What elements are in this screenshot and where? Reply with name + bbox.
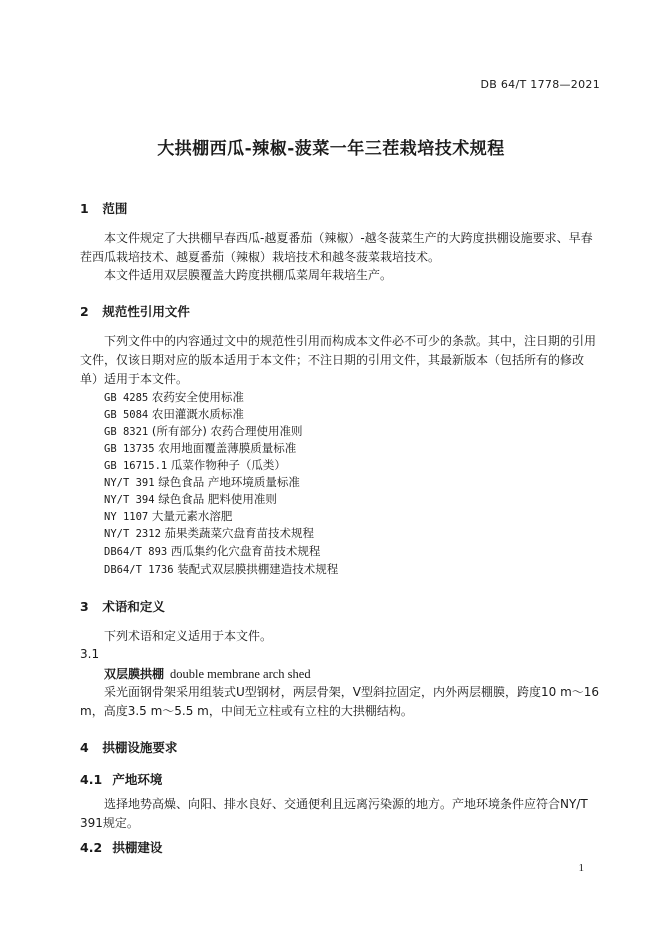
reference-item: GB 5084 农田灌溉水质标准	[104, 407, 244, 421]
subsection-number: 4.2	[80, 840, 103, 855]
reference-item: GB 16715.1 瓜菜作物种子（瓜类）	[104, 458, 286, 472]
section-title: 规范性引用文件	[102, 304, 190, 319]
subsection-4-1-heading	[80, 770, 162, 788]
term-definition: 采光面钢骨架采用组装式U型钢材，两层骨架，V型斜拉固定，内外两层棚膜，跨度10 m～16 m，高度3.5 m～5.5 m，中间无立柱或有立柱的大拱棚结构。	[80, 685, 600, 718]
term-zh: 双层膜拱棚	[104, 667, 165, 681]
terms-intro: 下列术语和定义适用于本文件。	[104, 629, 273, 643]
page-number: 1	[578, 862, 584, 874]
references-intro: 下列文件中的内容通过文中的规范性引用而构成本文件必不可少的条款。其中，注日期的引用文件，仅该日期对应的版本适用于本文件；不注日期的引用文件，其最新版本（包括所有的修改单）适用于本文件。	[80, 334, 597, 386]
environment-paragraph: 选择地势高燥、向阳、排水良好、交通便利且远离污染源的地方。产地环境条件应符合NY/T 391规定。	[80, 797, 588, 830]
section-1-heading	[80, 199, 127, 217]
scope-paragraph-2: 本文件适用双层膜覆盖大跨度拱棚瓜菜周年栽培生产。	[104, 268, 393, 282]
section-title: 范围	[102, 201, 128, 216]
subsection-title: 产地环境	[112, 772, 163, 787]
reference-item: DB64/T 1736 装配式双层膜拱棚建造技术规程	[104, 562, 339, 576]
section-number: 2	[80, 304, 89, 319]
reference-item: GB 8321 (所有部分) 农药合理使用准则	[104, 424, 303, 438]
term-en: double membrane arch shed	[170, 667, 311, 681]
section-number: 4	[80, 740, 89, 755]
section-number: 3	[80, 599, 89, 614]
section-number: 1	[80, 201, 89, 216]
reference-item: GB 13735 农用地面覆盖薄膜质量标准	[104, 441, 297, 455]
reference-item: NY 1107 大量元素水溶肥	[104, 509, 233, 523]
section-4-heading	[80, 738, 177, 756]
subsection-number: 4.1	[80, 772, 103, 787]
term-number: 3.1	[80, 647, 100, 661]
term-entry	[104, 665, 311, 682]
standard-code: DB 64/T 1778—2021	[480, 78, 600, 91]
reference-item: NY/T 391 绿色食品 产地环境质量标准	[104, 475, 300, 489]
section-title: 拱棚设施要求	[102, 740, 178, 755]
scope-paragraph-1: 本文件规定了大拱棚早春西瓜-越夏番茄（辣椒）-越冬菠菜生产的大跨度拱棚设施要求、早春茬西瓜栽培技术、越夏番茄（辣椒）栽培技术和越冬菠菜栽培技术。	[80, 231, 593, 264]
subsection-title: 拱棚建设	[112, 840, 163, 855]
section-title: 术语和定义	[102, 599, 165, 614]
reference-item: DB64/T 893 西瓜集约化穴盘育苗技术规程	[104, 544, 321, 558]
section-3-heading	[80, 597, 165, 615]
reference-item: NY/T 2312 茄果类蔬菜穴盘育苗技术规程	[104, 526, 315, 540]
reference-item: NY/T 394 绿色食品 肥料使用准则	[104, 492, 277, 506]
section-2-heading	[80, 302, 190, 320]
subsection-4-2-heading	[80, 838, 162, 856]
document-title: 大拱棚西瓜-辣椒-菠菜一年三茬栽培技术规程	[157, 139, 505, 159]
reference-item: GB 4285 农药安全使用标准	[104, 390, 244, 404]
